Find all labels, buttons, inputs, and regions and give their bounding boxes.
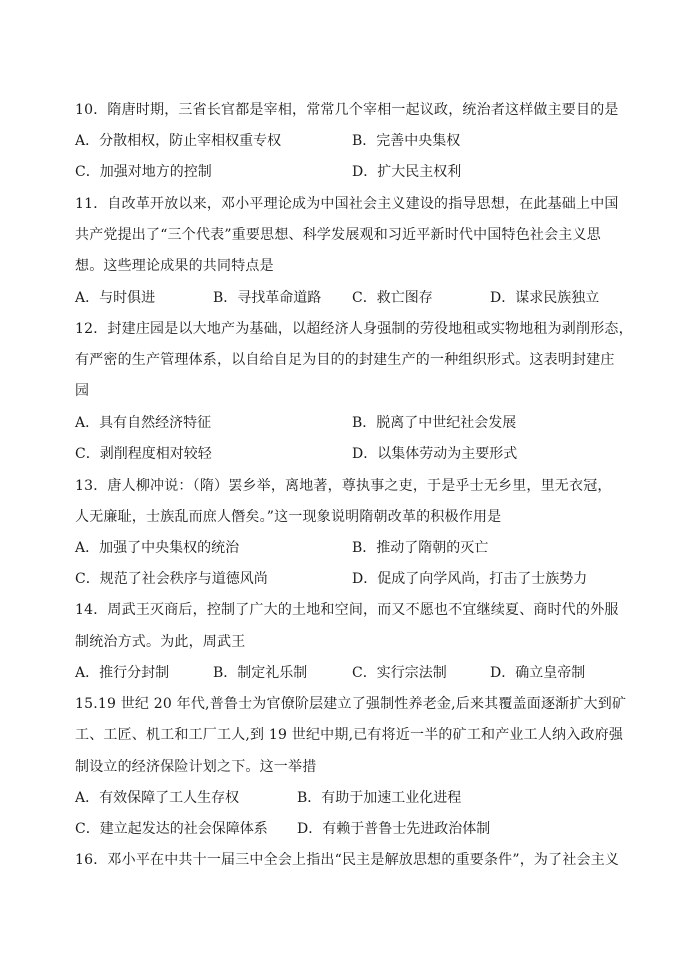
- question-15-option-d: D．有赖于普鲁士先进政治体制: [297, 821, 491, 837]
- question-10-stem: 10．隋唐时期，三省长官都是宰相，常常几个宰相一起议政，统治者这样做主要目的是: [75, 102, 619, 118]
- question-11-option-c: C．救亡图存: [352, 290, 433, 306]
- question-11-stem-line-2: 共产党提出了“三个代表”重要思想、科学发展观和习近平新时代中国特色社会主义思: [75, 227, 601, 243]
- question-14-stem-line-2: 制统治方式。为此，周武王: [75, 634, 246, 650]
- question-12-stem-line-1: 12．封建庄园是以大地产为基础，以超经济人身强制的劳役地租或实物地租为剥削形态，: [75, 321, 633, 337]
- question-13-stem-line-1: 13．唐人柳冲说：（隋）罢乡举，离地著，尊执事之吏，于是乎士无乡里，里无衣冠，: [75, 478, 612, 494]
- question-10-option-b: B．完善中央集权: [352, 133, 461, 149]
- question-11-stem-line-1: 11．自改革开放以来，邓小平理论成为中国社会主义建设的指导思想，在此基础上中国: [75, 196, 619, 212]
- question-13-option-b: B．推动了隋朝的灭亡: [352, 540, 489, 556]
- question-12-stem-line-3: 园: [75, 383, 90, 399]
- question-15-option-b: B．有助于加速工业化进程: [297, 790, 462, 806]
- question-14-option-b: B．制定礼乐制: [213, 665, 308, 681]
- question-12-option-d: D．以集体劳动为主要形式: [352, 446, 518, 462]
- question-15-option-c: C．建立起发达的社会保障体系: [75, 821, 268, 837]
- question-11-stem-line-3: 想。这些理论成果的共同特点是: [75, 258, 274, 274]
- question-13-option-c: C．规范了社会秩序与道德风尚: [75, 571, 268, 587]
- question-11-option-d: D．谋求民族独立: [490, 290, 600, 306]
- question-14-stem-line-1: 14．周武王灭商后，控制了广大的土地和空间，而又不愿也不宜继续夏、商时代的外服: [75, 602, 619, 618]
- question-13-stem-line-2: 人无廉耻，士族乱而庶人僭矣。”这一现象说明隋朝改革的积极作用是: [75, 509, 502, 525]
- question-10-option-c: C．加强对地方的控制: [75, 164, 212, 180]
- question-15-stem-line-3: 制设立的经济保险计划之下。这一举措: [75, 759, 317, 775]
- question-13-option-a: A．加强了中央集权的统治: [75, 540, 240, 556]
- question-15-option-a: A．有效保障了工人生存权: [75, 790, 240, 806]
- question-14-option-d: D．确立皇帝制: [490, 665, 586, 681]
- question-12-option-b: B．脱离了中世纪社会发展: [352, 415, 517, 431]
- question-12-stem-line-2: 有严密的生产管理体系，以自给自足为目的的封建生产的一种组织形式。这表明封建庄: [75, 352, 615, 368]
- question-14-option-c: C．实行宗法制: [352, 665, 447, 681]
- question-11-option-b: B．寻找革命道路: [213, 290, 322, 306]
- question-13-option-d: D．促成了向学风尚，打击了士族势力: [352, 571, 588, 587]
- question-10-option-a: A．分散相权，防止宰相权重专权: [75, 133, 282, 149]
- question-16-stem-line-1: 16．邓小平在中共十一届三中全会上指出“民主是解放思想的重要条件”，为了社会主义: [75, 852, 620, 868]
- question-12-option-a: A．具有自然经济特征: [75, 415, 212, 431]
- question-10-option-d: D．扩大民主权利: [352, 164, 462, 180]
- question-14-option-a: A．推行分封制: [75, 665, 170, 681]
- question-15-stem-line-2: 工、工匠、机工和工厂工人,到 19 世纪中期,已有将近一半的矿工和产业工人纳入政府强: [75, 727, 624, 743]
- question-11-option-a: A．与时俱进: [75, 290, 156, 306]
- question-15-stem-line-1: 15.19 世纪 20 年代,普鲁士为官僚阶层建立了强制性养老金,后来其覆盖面逐渐扩大到矿: [75, 696, 627, 712]
- question-12-option-c: C．剥削程度相对较轻: [75, 446, 212, 462]
